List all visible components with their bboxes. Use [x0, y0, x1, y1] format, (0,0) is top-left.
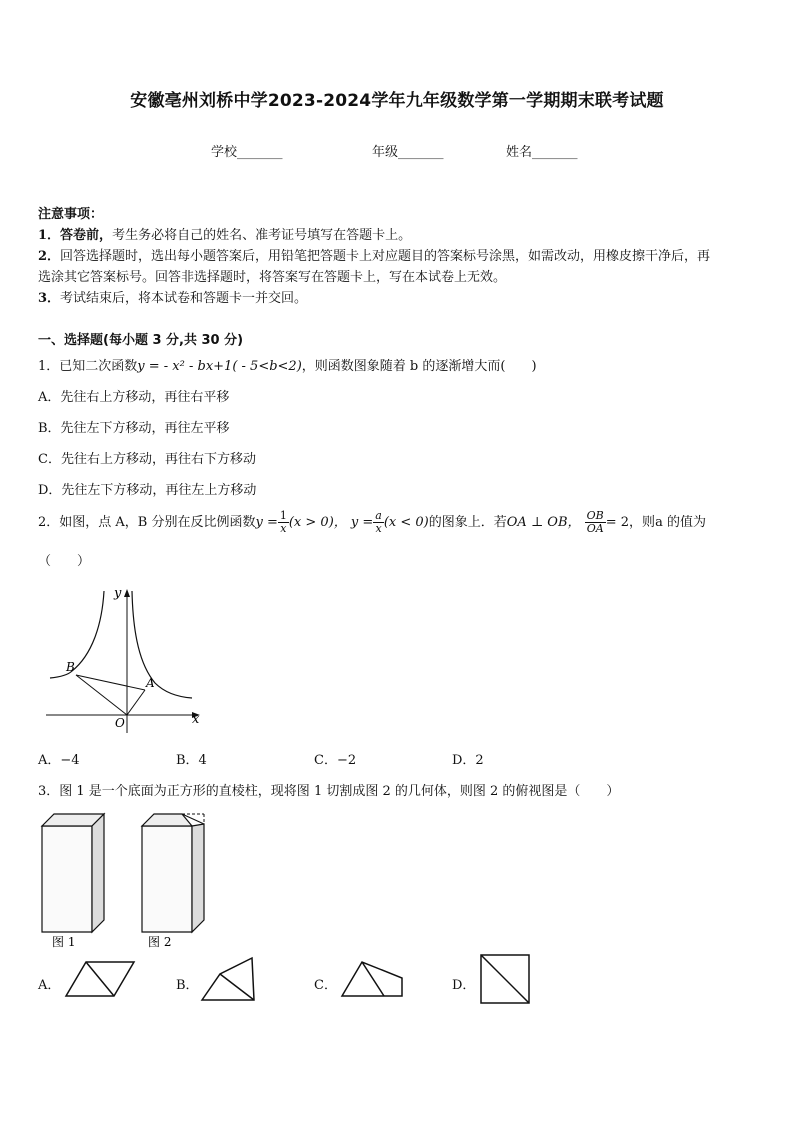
q2-f1-denominator: x — [280, 522, 287, 535]
curve-right-branch — [132, 591, 192, 698]
q3-option-c-label: C． — [314, 978, 337, 993]
q3-option-b-label: B． — [176, 978, 199, 993]
figure-1-prism — [42, 814, 104, 932]
note-1-bold: 答卷前， — [60, 228, 113, 243]
q2-option-d: D．2 — [452, 753, 484, 768]
school-field: 学校_______ — [211, 145, 283, 160]
note-1-text: 考生务必将自己的姓名、准考证号填写在答题卡上。 — [112, 228, 412, 243]
note-2 — [38, 245, 710, 264]
q2-blank: （ ） — [38, 554, 91, 569]
q1-stem — [38, 355, 537, 374]
q2-f2-numerator: a — [375, 509, 382, 522]
q2-stem — [38, 509, 706, 537]
q2-f1-condition: (x > 0)， — [288, 515, 347, 530]
q3-option-c-shape — [338, 958, 408, 1000]
name-field: 姓名_______ — [506, 145, 578, 160]
segment-OA — [127, 690, 145, 715]
grade-field: 年级_______ — [372, 145, 444, 160]
note-1 — [38, 224, 411, 243]
q2-perp: OA ⊥ OB， — [506, 515, 581, 530]
q2-graph — [40, 585, 210, 735]
q2-option-b: B．4 — [176, 753, 207, 768]
q2-tail: a 的值为 — [655, 515, 706, 530]
q2-option-a: A．−4 — [38, 753, 80, 768]
y-axis-arrow-icon — [124, 589, 130, 597]
q2-ratio-denominator: OA — [586, 522, 604, 535]
note-2-line2: 选涂其它答案标号。回答非选择题时，将答案写在答题卡上，写在本试卷上无效。 — [38, 270, 507, 285]
q1-option-a: A．先往右上方移动，再往右平移 — [38, 390, 230, 405]
q3-stem: 3．图 1 是一个底面为正方形的直棱柱，现将图 1 切割成图 2 的几何体，则图 2 的俯视图是（ ） — [38, 784, 620, 799]
note-3 — [38, 287, 307, 306]
q2-part1: 2．如图，点 A，B 分别在反比例函数 — [38, 515, 256, 530]
q1-prefix: 1．已知二次函数 — [38, 359, 138, 374]
note-2-number: 2． — [38, 249, 61, 264]
q2-f2-condition: (x < 0) — [383, 515, 429, 530]
figure-2-label: 图 2 — [148, 935, 172, 949]
curve-left-branch — [50, 591, 104, 678]
note-2-line1: 回答选择题时，选出每小题答案后，用铅笔把答题卡上对应题目的答案标号涂黑，如需改动，用橡皮擦干净后，再 — [60, 249, 711, 264]
q1-option-d: D．先往左下方移动，再往左上方移动 — [38, 483, 257, 498]
q1-formula: y = - x² - bx+1( - 5<b<2) — [137, 359, 302, 374]
point-B-label: B — [66, 660, 75, 674]
q2-f2-lhs: y = — [350, 515, 374, 530]
q1-suffix: ，则函数图象随着 b 的逐渐增大而( ) — [301, 359, 537, 374]
notes-heading: 注意事项： — [38, 207, 104, 222]
q2-f1-lhs: y = — [255, 515, 278, 530]
q2-f2-denominator: x — [375, 522, 382, 535]
note-3-number: 3． — [38, 291, 61, 306]
origin-label: O — [115, 716, 125, 730]
x-label: x — [192, 712, 200, 727]
figure-2-cut-prism — [142, 814, 204, 932]
q2-f1-fraction — [278, 510, 289, 535]
section-title: 一、选择题(每小题 3 分,共 30 分) — [38, 333, 244, 348]
q2-ratio-numerator: OB — [586, 509, 604, 522]
q1-option-b: B．先往左下方移动，再往左平移 — [38, 421, 230, 436]
q2-ratio — [585, 510, 606, 535]
q2-ratio-eq: = 2，则 — [605, 515, 656, 530]
q3-figures — [36, 810, 221, 950]
note-3-text: 考试结束后，将本试卷和答题卡一并交回。 — [60, 291, 308, 306]
figure-1-label: 图 1 — [52, 935, 76, 949]
q2-f2-fraction — [373, 510, 384, 535]
q3-option-b-shape — [198, 954, 258, 1004]
q1-option-c: C．先往右上方移动，再往右下方移动 — [38, 452, 256, 467]
y-label: y — [114, 586, 122, 601]
q3-option-a-shape — [62, 958, 138, 1000]
point-A-label: A — [146, 676, 155, 690]
page-title: 安徽亳州刘桥中学2023-2024学年九年级数学第一学期期末联考试题 — [130, 91, 664, 111]
q3-option-a-label: A． — [38, 978, 61, 993]
note-1-number: 1． — [38, 228, 61, 243]
q3-option-d-shape — [478, 952, 534, 1006]
q2-option-c: C．−2 — [314, 753, 357, 768]
q2-f1-numerator: 1 — [279, 509, 287, 522]
q2-part2: 的图象上．若 — [428, 515, 507, 530]
q3-option-d-label: D． — [452, 978, 476, 993]
